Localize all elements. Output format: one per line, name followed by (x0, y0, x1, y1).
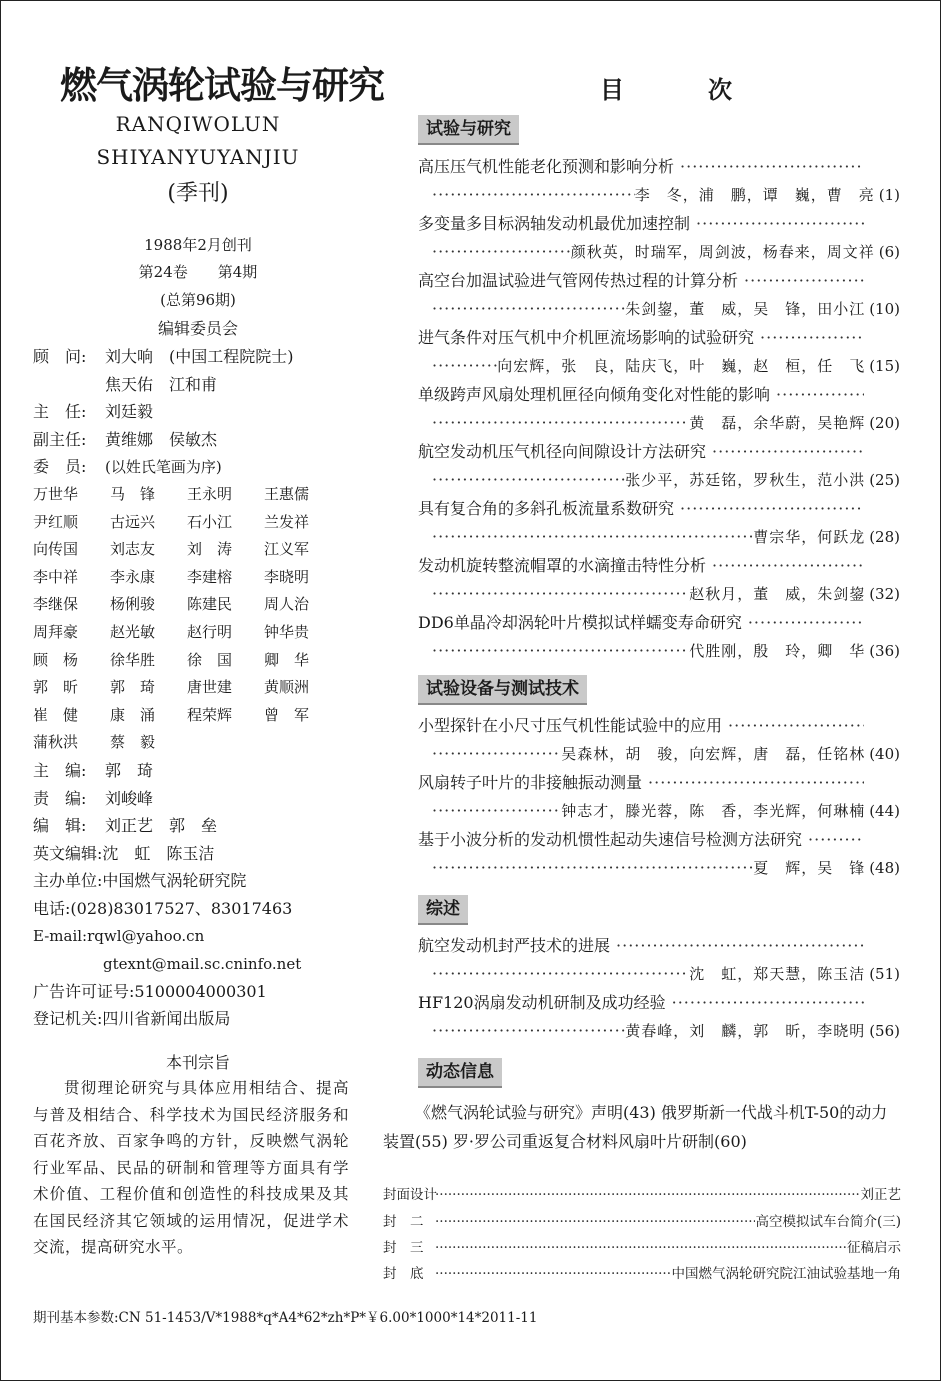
article-title: 单级跨声风扇处理机匣径向倾角变化对性能的影响 (418, 385, 771, 404)
member-name: 赵光敏 (110, 622, 156, 641)
leader-dots (432, 352, 497, 380)
leader-dots (672, 989, 864, 1017)
leader-dots (432, 181, 635, 209)
cover-credit-row (383, 1237, 901, 1259)
credit-value: 中国燃气涡轮研究院江油试验基地一角 (671, 1266, 901, 1282)
article-title: 发动机旋转整流帽罩的水滴撞击特性分析 (418, 556, 707, 575)
member-name: 李继保 (33, 595, 79, 614)
leader-dots (432, 238, 571, 266)
cover-credit-row (383, 1211, 901, 1233)
leader-dots (728, 712, 864, 740)
article-authors: 吴森林，胡 骏，向宏辉，唐 磊，任铭林 (561, 745, 866, 763)
member-name: 兰发祥 (264, 512, 310, 531)
sponsor-row: 主办单位:中国燃气涡轮研究院 (33, 871, 247, 891)
article-authors: 李 冬，浦 鹏，谭 巍，曹 亮 (634, 186, 875, 204)
members-grid (33, 481, 363, 757)
article-title: 具有复合角的多斜孔板流量系数研究 (418, 499, 675, 518)
article-page: (48) (869, 859, 900, 877)
member-name: 向传国 (33, 540, 79, 559)
leader-dots (432, 740, 561, 768)
toc-entry[interactable] (418, 381, 900, 437)
leader-dots (432, 580, 689, 608)
chief-editor-row: 主 编: 郭 琦 (33, 760, 154, 780)
news-text: 《燃气涡轮试验与研究》声明(43) 俄罗斯新一代战斗机T-50的动力装置(55) 罗·罗公司重返复合材料风扇叶片研制(60) (383, 1103, 888, 1151)
toc-entry[interactable] (418, 932, 900, 988)
journal-title: 燃气涡轮试验与研究 (60, 64, 384, 107)
leader-dots (432, 466, 625, 494)
member-name: 尹红顺 (33, 512, 79, 531)
member-name: 郭 琦 (110, 678, 156, 697)
section-heading: 综述 (418, 895, 468, 925)
article-title: 基于小波分析的发动机惯性起动失速信号检测方法研究 (418, 830, 803, 849)
article-page: (36) (869, 642, 900, 660)
member-name: 周人治 (264, 595, 310, 614)
email-row-2: gtexnt@mail.sc.cninfo.net (103, 955, 302, 974)
members-grid-row (33, 481, 363, 509)
journal-pinyin-line1: RANQIWOLUN (115, 112, 281, 136)
member-name: 曾 军 (264, 705, 310, 724)
credit-value: 刘正艺 (860, 1187, 901, 1203)
credit-label: 封 三 (383, 1240, 424, 1256)
cover-credit-row (383, 1184, 901, 1206)
founded-date: 1988年2月创刊 (144, 236, 252, 254)
toc-entry[interactable] (418, 210, 900, 266)
purpose-title: 本刊宗旨 (165, 1053, 230, 1072)
toc-entry[interactable] (418, 153, 900, 209)
article-page: (32) (869, 585, 900, 603)
member-name: 徐 国 (187, 650, 233, 669)
article-page: (28) (869, 528, 900, 546)
member-name: 李晓明 (264, 567, 310, 586)
member-name: 李建榕 (187, 567, 233, 586)
member-name: 唐世建 (187, 678, 233, 697)
article-page: (6) (878, 243, 900, 261)
director-row: 主 任: 刘廷毅 (33, 402, 154, 422)
article-page: (56) (869, 1022, 900, 1040)
cover-credit-row (383, 1263, 901, 1285)
article-title: 高空台加温试验进气管网传热过程的计算分析 (418, 271, 739, 290)
article-title: 多变量多目标涡轴发动机最优加速控制 (418, 214, 691, 233)
members-grid-row (33, 647, 363, 675)
member-name: 李中祥 (33, 567, 79, 586)
member-name: 刘志友 (110, 540, 156, 559)
leader-dots (648, 769, 864, 797)
journal-pinyin-line2: SHIYANYUYANJIU (96, 145, 300, 169)
leader-dots (435, 1184, 861, 1206)
member-name: 陈建民 (187, 595, 233, 614)
leader-dots (712, 438, 864, 466)
toc-entry[interactable] (418, 324, 900, 380)
ad-license-row: 广告许可证号:5100004000301 (33, 981, 267, 1001)
article-title: 航空发动机封严技术的进展 (418, 936, 611, 955)
article-authors: 向宏辉，张 良，陆庆飞，叶 巍，赵 桓，任 飞 (497, 357, 866, 375)
article-page: (1) (878, 186, 900, 204)
article-authors: 张少平，苏廷铭，罗秋生，范小洪 (625, 471, 866, 489)
article-page: (10) (869, 300, 900, 318)
members-grid-row (33, 509, 363, 537)
credit-value: 高空模拟试车台简介(三) (755, 1214, 901, 1230)
members-grid-row (33, 619, 363, 647)
adviser-row: 顾 问: 刘大响 (中国工程院院士) (33, 347, 294, 366)
journal-frequency: (季刊) (167, 181, 229, 206)
article-authors: 夏 辉，吴 锋 (753, 859, 866, 877)
leader-dots (432, 295, 625, 323)
leader-dots (760, 324, 864, 352)
article-authors: 朱剑鋆，董 威，吴 锋，田小江 (625, 300, 866, 318)
member-name: 崔 健 (33, 705, 79, 724)
leader-dots (680, 153, 864, 181)
leader-dots (432, 409, 689, 437)
article-authors: 颜秋英，时瑞军，周剑波，杨春来，周文祥 (570, 243, 875, 261)
leader-dots (616, 932, 864, 960)
committee-heading: 编辑委员会 (157, 319, 238, 338)
member-name: 程荣辉 (187, 705, 233, 724)
members-grid-row (33, 674, 363, 702)
member-name: 石小江 (187, 512, 233, 531)
members-grid-row (33, 536, 363, 564)
section-heading: 试验设备与测试技术 (418, 675, 587, 705)
member-name: 郭 昕 (33, 678, 79, 697)
leader-dots (712, 552, 864, 580)
article-page: (51) (869, 965, 900, 983)
leader-dots (435, 1211, 755, 1233)
article-title: 高压压气机性能老化预测和影响分析 (418, 157, 675, 176)
member-name: 康 涌 (110, 705, 156, 724)
article-page: (40) (869, 745, 900, 763)
leader-dots (435, 1237, 847, 1259)
article-title: DD6单晶冷却涡轮叶片模拟试样蠕变寿命研究 (418, 613, 742, 632)
member-name: 万世华 (33, 484, 79, 503)
members-grid-row (33, 591, 363, 619)
member-name: 马 锋 (110, 484, 156, 503)
article-page: (20) (869, 414, 900, 432)
leader-dots (696, 210, 864, 238)
article-page: (15) (869, 357, 900, 375)
credit-label: 封 底 (383, 1266, 424, 1282)
leader-dots (435, 1263, 672, 1285)
article-title: 进气条件对压气机中介机匣流场影响的试验研究 (418, 328, 755, 347)
purpose-text: 贯彻理论研究与具体应用相结合、提高与普及相结合、科学技术为国民经济服务和百花齐放、百家争鸣的方针，反映燃气涡轮行业军品、民品的研制和管理等方面具有学术价值、工程价值和创造性的科技成果及其在国民经济其它领域的运用情况，促进学术交流，提高研究水平。 (33, 1079, 349, 1256)
member-name: 蔡 毅 (110, 733, 156, 752)
leader-dots (432, 854, 753, 882)
email-row: E-mail:rqwl@yahoo.cn (33, 927, 205, 946)
article-page: (44) (869, 802, 900, 820)
article-title: 小型探针在小尺寸压气机性能试验中的应用 (418, 716, 723, 735)
toc-entry[interactable] (418, 609, 900, 665)
members-grid-row (33, 729, 363, 757)
adviser-row-2: 焦天佑 江和甫 (105, 374, 218, 394)
leader-dots (432, 637, 689, 665)
responsible-editor-row: 责 编: 刘峻峰 (33, 788, 154, 808)
toc-entry[interactable] (418, 989, 900, 1045)
article-title: 航空发动机压气机径向间隙设计方法研究 (418, 442, 707, 461)
member-name: 黄顺洲 (264, 678, 310, 697)
toc-entry[interactable] (418, 267, 900, 323)
article-authors: 钟志才，滕光蓉，陈 香，李光辉，何琳楠 (561, 802, 866, 820)
member-name: 王惠儒 (264, 484, 310, 503)
toc-entry[interactable] (418, 826, 900, 882)
article-title: HF120涡扇发动机研制及成功经验 (418, 993, 666, 1012)
member-name: 李永康 (110, 567, 156, 586)
toc-entry[interactable] (418, 552, 900, 608)
member-name: 赵行明 (187, 622, 233, 641)
leader-dots (680, 495, 864, 523)
editorial-staff (33, 343, 363, 1033)
members-grid-row (33, 702, 363, 730)
member-name: 蒲秋洪 (33, 733, 79, 752)
leader-dots (748, 609, 864, 637)
volume-issue: 第24卷 第4期 (138, 263, 258, 281)
credit-value: 征稿启示 (847, 1240, 901, 1256)
toc-entry[interactable] (418, 495, 900, 551)
leader-dots (776, 381, 864, 409)
members-row: 委 员: (以姓氏笔画为序) (33, 457, 222, 477)
credit-label: 封 二 (383, 1214, 424, 1230)
credit-label: 封面设计 (383, 1187, 437, 1203)
member-name: 江义军 (264, 540, 310, 559)
article-authors: 黄 磊，余华蔚，吴艳辉 (689, 414, 866, 432)
article-authors: 代胜刚，殷 玲，卿 华 (689, 642, 866, 660)
leader-dots (808, 826, 864, 854)
members-grid-row (33, 564, 363, 592)
leader-dots (432, 1017, 625, 1045)
member-name: 卿 华 (264, 650, 310, 669)
phone-row: 电话:(028)83017527、83017463 (33, 898, 293, 918)
member-name: 顾 杨 (33, 650, 79, 669)
section-heading: 动态信息 (418, 1058, 502, 1088)
member-name: 古远兴 (110, 512, 156, 531)
english-editors-row: 英文编辑:沈 虹 陈玉洁 (33, 843, 215, 863)
article-title: 风扇转子叶片的非接触振动测量 (418, 773, 643, 792)
leader-dots (432, 960, 689, 988)
member-name: 钟华贵 (264, 622, 310, 641)
journal-parameters: 期刊基本参数:CN 51-1453/V*1988*q*A4*62*zh*P*￥6.00*1000*14*2011-11 (33, 1310, 538, 1326)
member-name: 刘 涛 (187, 540, 233, 559)
editors-row: 编 辑: 刘正艺 郭 垒 (33, 816, 218, 836)
total-issue: (总第96期) (160, 291, 236, 309)
member-name: 周拜豪 (33, 622, 79, 641)
article-page: (25) (869, 471, 900, 489)
member-name: 杨俐骏 (110, 595, 156, 614)
leader-dots (432, 797, 561, 825)
toc-entry[interactable] (418, 712, 900, 768)
toc-title: 目 次 (600, 76, 762, 104)
article-authors: 赵秋月，董 威，朱剑鋆 (689, 585, 866, 603)
member-name: 王永明 (187, 484, 233, 503)
deputy-row: 副主任: 黄维娜 侯敏杰 (33, 429, 218, 449)
member-name: 徐华胜 (110, 650, 156, 669)
article-authors: 沈 虹，郑天慧，陈玉洁 (689, 965, 866, 983)
article-authors: 黄春峰，刘 麟，郭 昕，李晓明 (625, 1022, 866, 1040)
toc-entry[interactable] (418, 438, 900, 494)
article-authors: 曹宗华，何跃龙 (753, 528, 866, 546)
registration-row: 登记机关:四川省新闻出版局 (33, 1009, 231, 1029)
section-heading: 试验与研究 (418, 115, 519, 145)
leader-dots (432, 523, 753, 551)
leader-dots (744, 267, 864, 295)
toc-entry[interactable] (418, 769, 900, 825)
